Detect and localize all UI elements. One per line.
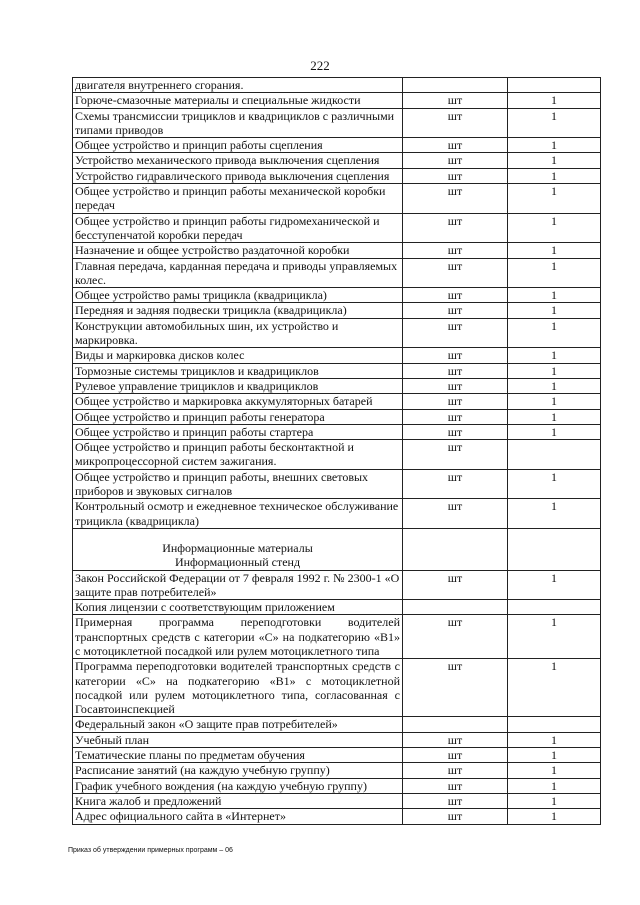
item-quantity: 1	[508, 303, 601, 318]
item-name-cell	[73, 793, 403, 808]
item-unit: шт	[403, 258, 508, 288]
item-unit: шт	[403, 394, 508, 409]
item-quantity: 1	[508, 499, 601, 529]
item-name: Тематические планы по предметам обучения	[75, 748, 305, 763]
item-name: Общее устройство рамы трицикла (квадрицикла)	[75, 288, 327, 303]
item-quantity: 1	[508, 378, 601, 393]
item-name-cell	[73, 168, 403, 183]
item-unit: шт	[403, 570, 508, 600]
item-quantity: 1	[508, 424, 601, 439]
item-name-cell	[73, 138, 403, 153]
item-quantity	[508, 78, 601, 93]
item-unit: шт	[403, 763, 508, 778]
table-row	[73, 213, 601, 243]
table-row	[73, 318, 601, 348]
table-row	[73, 394, 601, 409]
item-name: Общее устройство и маркировка аккумуляторных батарей	[75, 394, 373, 409]
table-row	[73, 108, 601, 138]
table-row	[73, 409, 601, 424]
table-row	[73, 659, 601, 717]
item-unit: шт	[403, 615, 508, 659]
table-row	[73, 778, 601, 793]
item-unit: шт	[403, 213, 508, 243]
item-quantity: 1	[508, 168, 601, 183]
item-unit: шт	[403, 809, 508, 824]
item-name-cell	[73, 659, 403, 717]
item-name: Тормозные системы трициклов и квадрициклов	[75, 363, 319, 378]
item-name-cell	[73, 93, 403, 108]
item-name: Контрольный осмотр и ежедневное техническое обслуживание трицикла (квадрицикла)	[75, 499, 399, 528]
item-quantity: 1	[508, 138, 601, 153]
item-quantity: 1	[508, 243, 601, 258]
item-name-cell	[73, 570, 403, 600]
item-name: Учебный план	[75, 732, 150, 747]
table-row	[73, 748, 601, 763]
item-unit	[403, 717, 508, 732]
table-row	[73, 153, 601, 168]
table-row	[73, 440, 601, 470]
item-unit: шт	[403, 793, 508, 808]
section-heading-cell	[73, 528, 403, 570]
item-unit: шт	[403, 184, 508, 214]
item-unit: шт	[403, 440, 508, 470]
item-unit: шт	[403, 424, 508, 439]
item-quantity: 1	[508, 153, 601, 168]
item-name: Общее устройство и принцип работы гидромеханической и бесступенчатой коробки передач	[75, 213, 380, 242]
item-name-cell	[73, 600, 403, 615]
item-unit: шт	[403, 748, 508, 763]
item-name: двигателя внутреннего сгорания.	[75, 78, 244, 92]
item-name: Рулевое управление трициклов и квадрициклов	[75, 378, 319, 393]
item-name-cell	[73, 394, 403, 409]
item-name-cell	[73, 778, 403, 793]
item-name: Общее устройство и принцип работы бесконтактной и микропроцессорной систем зажигания.	[75, 440, 354, 469]
section-heading-row	[73, 528, 601, 570]
item-quantity: 1	[508, 288, 601, 303]
item-name: Программа переподготовки водителей транспортных средств с категории «С» на подкатегорию «В1» с мотоциклетной посадкой или рулем мотоциклетного типа, согласованная с Госавтоинспекцией	[75, 659, 400, 717]
item-unit: шт	[403, 378, 508, 393]
item-quantity: 1	[508, 793, 601, 808]
item-name: Копия лицензии с соответствующим приложением	[75, 600, 335, 615]
item-quantity: 1	[508, 778, 601, 793]
table-row	[73, 717, 601, 732]
item-name: Устройство механического привода выключения сцепления	[75, 153, 380, 168]
item-quantity	[508, 600, 601, 615]
item-unit: шт	[403, 153, 508, 168]
item-name: Общее устройство и принцип работы сцепления	[75, 138, 323, 153]
item-name-cell	[73, 499, 403, 529]
item-quantity: 1	[508, 108, 601, 138]
table-row	[73, 600, 601, 615]
item-unit: шт	[403, 409, 508, 424]
item-quantity: 1	[508, 363, 601, 378]
item-name-cell	[73, 78, 403, 93]
item-name: Общее устройство и принцип работы механической коробки передач	[75, 184, 386, 213]
item-name: Общее устройство и принцип работы стартера	[75, 424, 314, 439]
item-name: Федеральный закон «О защите прав потребителей»	[75, 717, 338, 732]
item-name: Общее устройство и принцип работы генератора	[75, 409, 325, 424]
item-quantity: 1	[508, 469, 601, 499]
item-name: Горюче-смазочные материалы и специальные жидкости	[75, 93, 361, 108]
item-name: Устройство гидравлического привода выключения сцепления	[75, 168, 390, 183]
item-quantity: 1	[508, 394, 601, 409]
item-unit: шт	[403, 659, 508, 717]
item-name: Общее устройство и принцип работы, внешних световых приборов и звуковых сигналов	[75, 469, 369, 499]
table-row	[73, 303, 601, 318]
section-title: Информационные материалы	[162, 540, 313, 555]
table-row	[73, 93, 601, 108]
table-row	[73, 138, 601, 153]
item-unit	[403, 600, 508, 615]
item-name-cell	[73, 153, 403, 168]
table-row	[73, 469, 601, 499]
item-name-cell	[73, 258, 403, 288]
item-quantity	[508, 717, 601, 732]
item-name: Назначение и общее устройство раздаточной коробки	[75, 243, 350, 258]
item-name: Передняя и задняя подвески трицикла (квадрицикла)	[75, 303, 347, 318]
item-unit: шт	[403, 363, 508, 378]
item-unit: шт	[403, 288, 508, 303]
item-quantity: 1	[508, 213, 601, 243]
item-unit: шт	[403, 469, 508, 499]
item-name-cell	[73, 809, 403, 824]
item-name: Схемы трансмиссии трициклов и квадрициклов с различными типами приводов	[75, 108, 395, 137]
footer-note: Приказ об утверждении примерных программ – 06	[68, 847, 233, 854]
table-row	[73, 258, 601, 288]
item-unit: шт	[403, 778, 508, 793]
item-name-cell	[73, 748, 403, 763]
section-subtitle: Информационный стенд	[174, 555, 301, 570]
item-quantity: 1	[508, 258, 601, 288]
item-quantity: 1	[508, 318, 601, 348]
item-name-cell	[73, 469, 403, 499]
item-quantity	[508, 440, 601, 470]
item-name: Главная передача, карданная передача и приводы управляемых колес.	[75, 258, 398, 287]
table-row	[73, 348, 601, 363]
item-name-cell	[73, 318, 403, 348]
item-unit: шт	[403, 318, 508, 348]
table-row	[73, 288, 601, 303]
item-unit: шт	[403, 138, 508, 153]
table-row	[73, 363, 601, 378]
item-name-cell	[73, 763, 403, 778]
item-quantity: 1	[508, 659, 601, 717]
item-name: График учебного вождения (на каждую учебную группу)	[75, 778, 367, 793]
item-quantity: 1	[508, 184, 601, 214]
item-unit: шт	[403, 303, 508, 318]
table-row	[73, 243, 601, 258]
item-unit: шт	[403, 499, 508, 529]
item-unit: шт	[403, 108, 508, 138]
item-quantity: 1	[508, 348, 601, 363]
spacer	[75, 529, 400, 541]
item-quantity: 1	[508, 809, 601, 824]
table-row	[73, 499, 601, 529]
item-unit: шт	[403, 348, 508, 363]
table-row	[73, 570, 601, 600]
item-name-cell	[73, 732, 403, 747]
item-quantity: 1	[508, 615, 601, 659]
item-name-cell	[73, 717, 403, 732]
section-qty-cell	[508, 528, 601, 570]
item-quantity: 1	[508, 748, 601, 763]
item-quantity: 1	[508, 570, 601, 600]
item-name-cell	[73, 363, 403, 378]
item-name: Конструкции автомобильных шин, их устройство и маркировка.	[75, 318, 339, 348]
equipment-table	[72, 77, 601, 825]
item-name-cell	[73, 303, 403, 318]
section-unit-cell	[403, 528, 508, 570]
table-row	[73, 763, 601, 778]
table-row	[73, 168, 601, 183]
item-unit: шт	[403, 243, 508, 258]
item-quantity: 1	[508, 763, 601, 778]
item-name: Расписание занятий (на каждую учебную группу)	[75, 763, 330, 778]
item-name-cell	[73, 409, 403, 424]
equipment-table-body	[73, 78, 601, 825]
table-row	[73, 793, 601, 808]
item-name: Примерная программа переподготовки водителей транспортных средств с категории «С» на подкатегорию «В1» с мотоциклетной посадкой или рулем мотоциклетного типа	[75, 615, 400, 658]
item-name-cell	[73, 243, 403, 258]
item-name: Виды и маркировка дисков колес	[75, 348, 245, 363]
item-name-cell	[73, 615, 403, 659]
item-name-cell	[73, 424, 403, 439]
item-unit	[403, 78, 508, 93]
item-name-cell	[73, 440, 403, 470]
item-name-cell	[73, 378, 403, 393]
table-row	[73, 424, 601, 439]
item-name: Книга жалоб и предложений	[75, 793, 222, 808]
page-number: 222	[310, 58, 330, 73]
item-unit: шт	[403, 732, 508, 747]
item-name-cell	[73, 348, 403, 363]
table-row	[73, 184, 601, 214]
table-row	[73, 78, 601, 93]
item-unit: шт	[403, 168, 508, 183]
item-quantity: 1	[508, 732, 601, 747]
item-unit: шт	[403, 93, 508, 108]
item-name-cell	[73, 108, 403, 138]
item-quantity: 1	[508, 409, 601, 424]
table-row	[73, 809, 601, 824]
item-name: Закон Российской Федерации от 7 февраля 1992 г. № 2300-1 «О защите прав потребителей»	[75, 570, 400, 599]
item-name-cell	[73, 288, 403, 303]
item-name-cell	[73, 213, 403, 243]
item-quantity: 1	[508, 93, 601, 108]
table-row	[73, 732, 601, 747]
item-name: Адрес официального сайта в «Интернет»	[75, 809, 286, 824]
table-row	[73, 378, 601, 393]
item-name-cell	[73, 184, 403, 214]
table-row	[73, 615, 601, 659]
